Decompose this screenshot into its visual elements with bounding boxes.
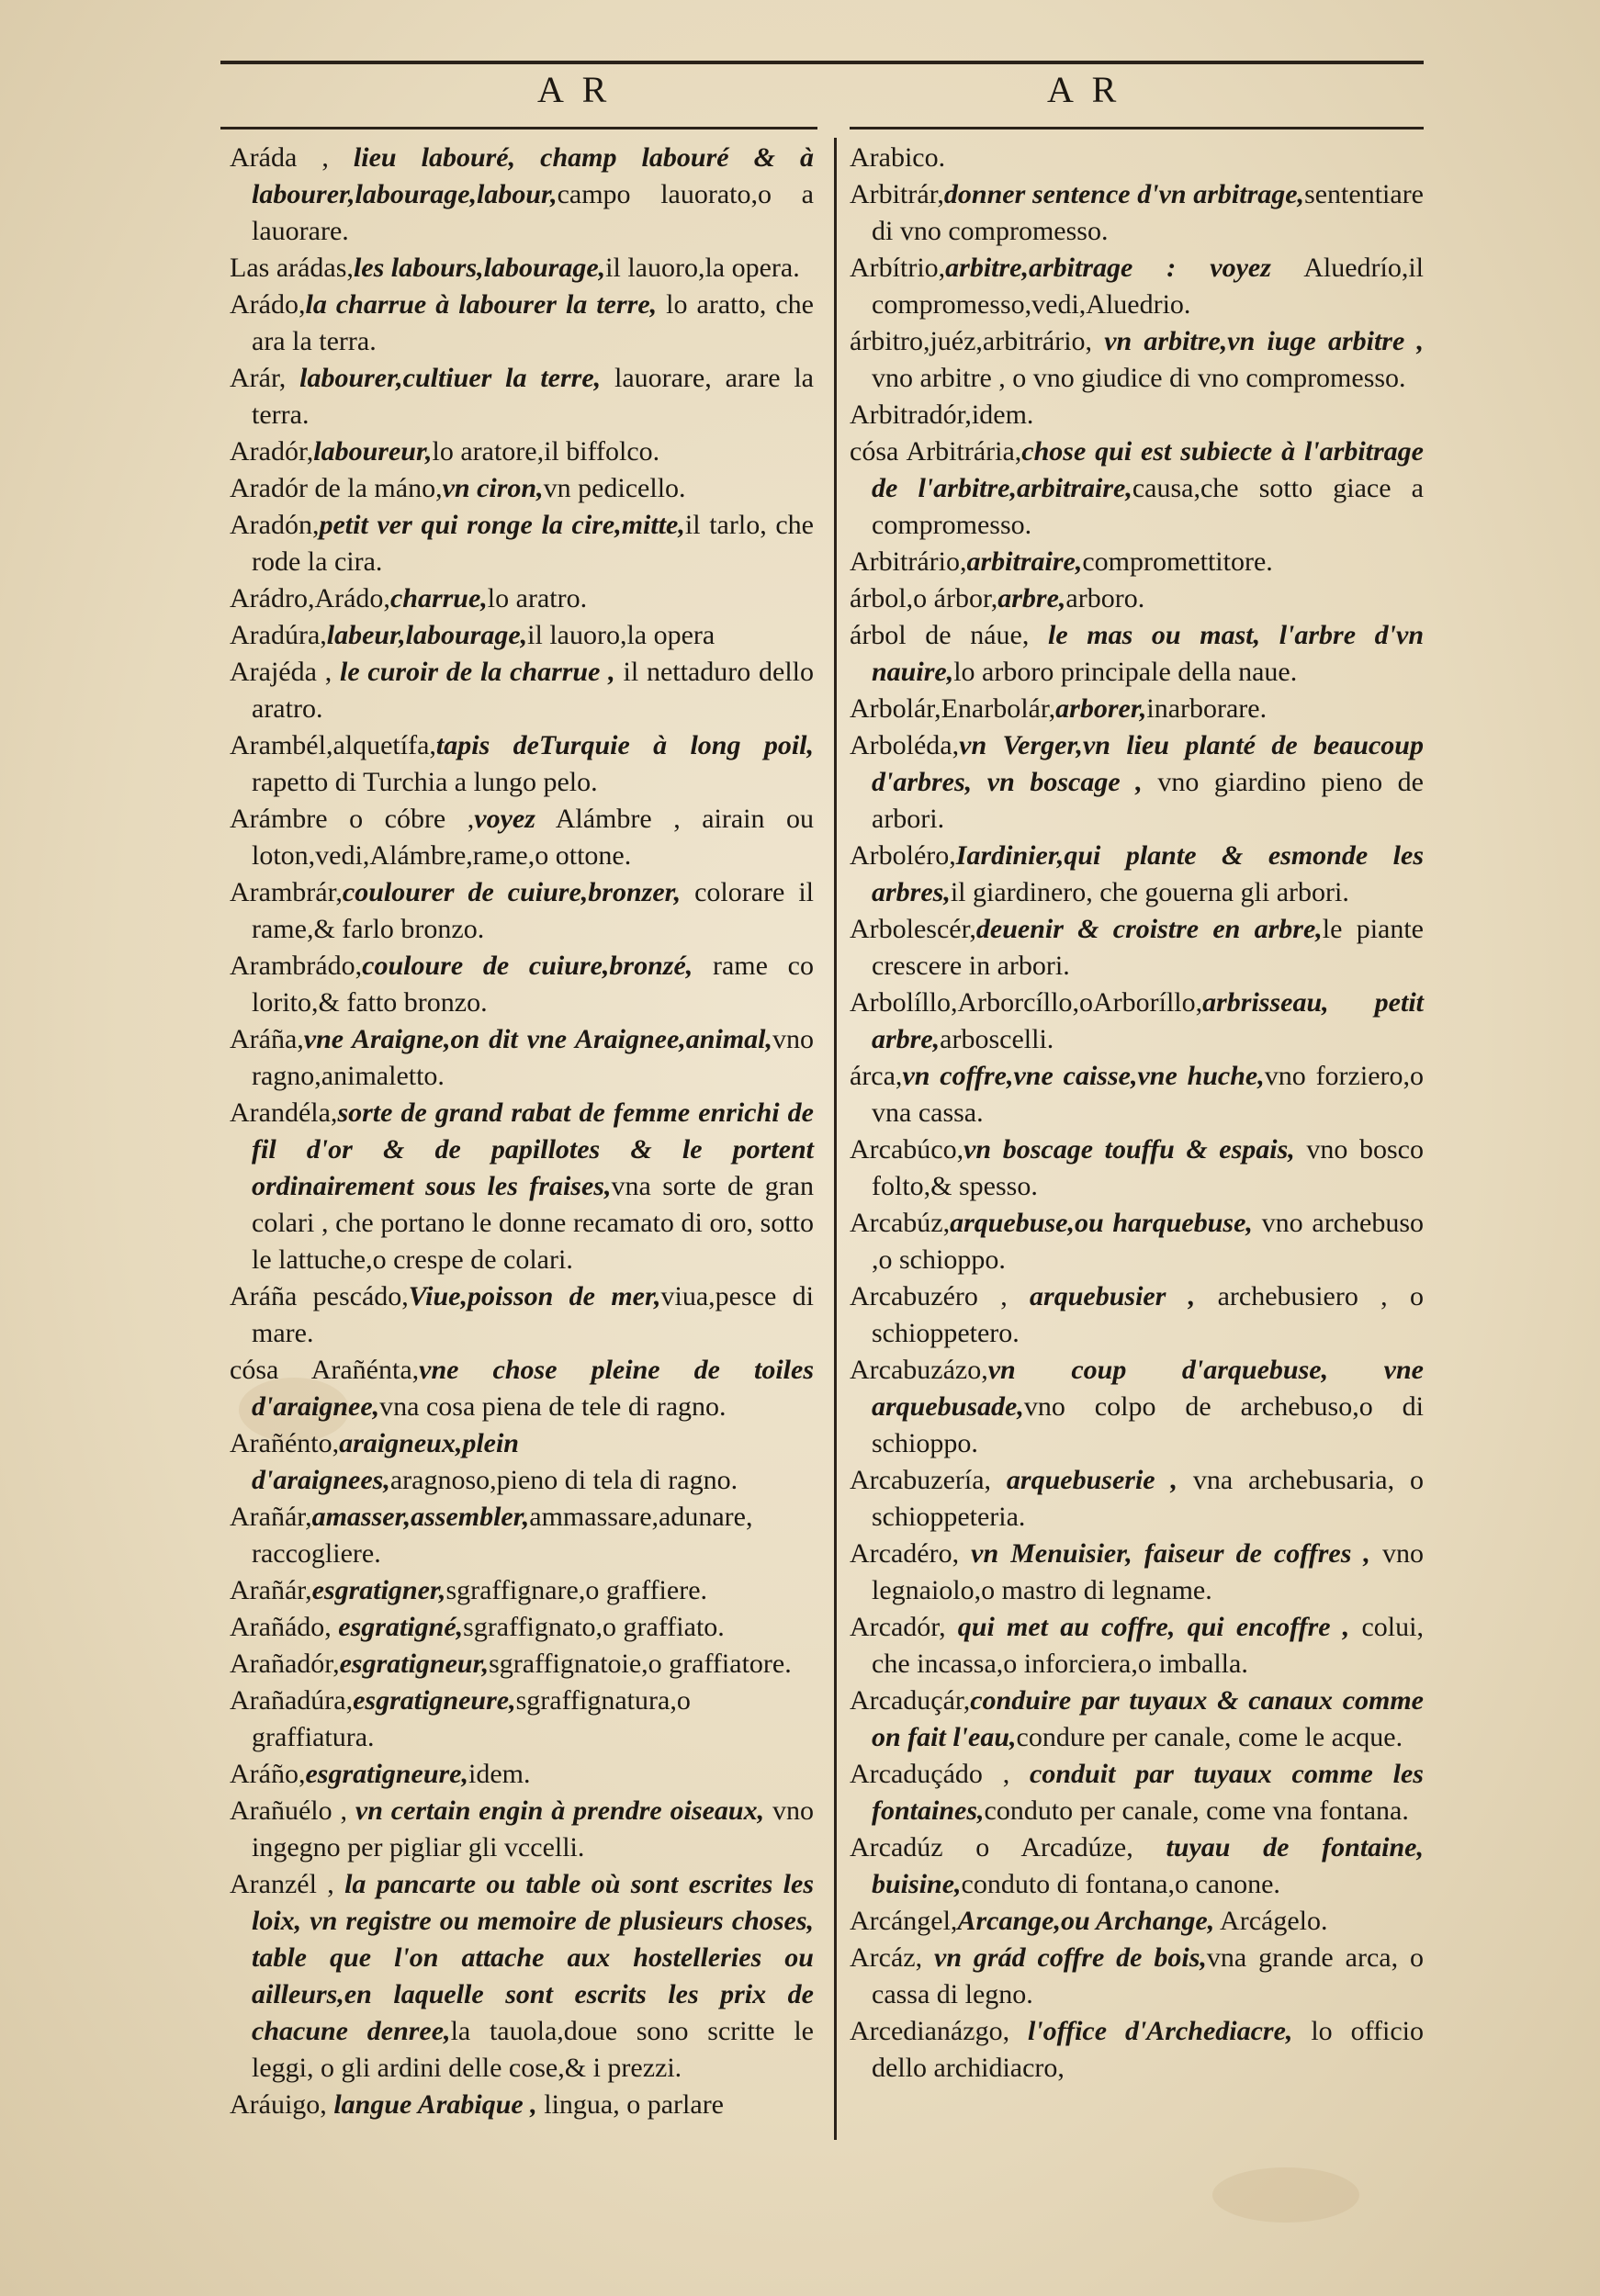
headword: Arbítrio, <box>850 253 946 283</box>
headword: Arcadúz o Arcadúze, <box>850 1832 1133 1863</box>
running-head-right: A R <box>1047 69 1122 110</box>
dictionary-entry <box>230 801 814 874</box>
french-gloss: la charrue à labourer la terre, <box>305 289 658 320</box>
italian-gloss: idem. <box>468 1759 531 1789</box>
headword: árca, <box>850 1061 903 1091</box>
headword: Aráña pescádo, <box>230 1281 409 1311</box>
column-divider <box>834 138 837 2140</box>
dictionary-entry <box>850 1536 1424 1609</box>
italian-gloss: sgraffignato,o graffiato. <box>463 1612 725 1642</box>
french-gloss: Iardinier,qui plante & esmonde les arbres, <box>872 840 1424 907</box>
dictionary-entry <box>230 470 814 507</box>
headword: Arañuélo , <box>230 1795 347 1826</box>
french-gloss: esgratigné, <box>331 1612 464 1642</box>
headword: Aradór, <box>230 436 314 467</box>
headword: Arcabuzázo, <box>850 1355 988 1385</box>
dictionary-entry <box>850 1058 1424 1131</box>
french-gloss: conduit par tuyaux comme les fontaines, <box>872 1759 1424 1826</box>
head-rule-left <box>220 127 817 129</box>
french-gloss: laboureur, <box>313 436 433 467</box>
italian-gloss: il nettaduro dello aratro. <box>252 657 814 724</box>
italian-gloss: vno ingegno per pigliar gli vccelli. <box>252 1795 815 1863</box>
dictionary-entry <box>850 1903 1424 1940</box>
italian-gloss: vno giardino pieno de arbori. <box>872 767 1424 834</box>
headword: Las arádas, <box>230 253 354 283</box>
french-gloss: esgratigneure, <box>353 1685 516 1716</box>
italian-gloss: inarborare. <box>1146 693 1268 724</box>
italian-gloss: vn pedicello. <box>543 473 686 503</box>
headword: Arámbre o cóbre , <box>230 804 475 834</box>
italian-gloss: causa,che sotto giace a compromesso. <box>872 473 1424 540</box>
dictionary-entry <box>850 1352 1424 1462</box>
dictionary-entry <box>230 1499 814 1572</box>
italian-gloss: lo aratto, che ara la terra. <box>252 289 814 356</box>
french-gloss: vn certain engin à prendre oiseaux, <box>347 1795 765 1826</box>
italian-gloss: vna cosa piena de tele di ragno. <box>379 1391 727 1422</box>
headword: Arcadór, <box>850 1612 946 1642</box>
italian-gloss: vna grande arca, o cassa di legno. <box>872 1942 1425 2009</box>
dictionary-entry <box>850 1278 1424 1352</box>
french-gloss: arborer, <box>1055 693 1147 724</box>
headword: Arcaduçár, <box>850 1685 971 1716</box>
french-gloss: vne chose pleine de toiles d'araignee, <box>252 1355 814 1422</box>
headword: Aráña, <box>230 1024 304 1054</box>
italian-gloss: archebusiero , o schioppetero. <box>872 1281 1424 1348</box>
dictionary-entry <box>230 948 814 1021</box>
italian-gloss: il giardinero, che gouerna gli arbori. <box>950 877 1349 907</box>
italian-gloss: conduto di fontana,o canone. <box>961 1869 1280 1899</box>
dictionary-entry <box>850 1940 1424 2013</box>
french-gloss: lieu labouré, champ labouré & à labourer,labourage,labour, <box>252 142 814 209</box>
italian-gloss: vno arbitre , o vno giudice di vno compromesso. <box>872 363 1406 393</box>
dictionary-entry <box>850 580 1424 617</box>
french-gloss: les labours,labourage, <box>353 253 606 283</box>
dictionary-entry <box>230 1021 814 1095</box>
left-column <box>230 140 814 2123</box>
french-gloss: labourer,cultiuer la terre, <box>286 363 602 393</box>
headword: Arañár, <box>230 1575 312 1605</box>
french-gloss: arquebuse,ou harquebuse, <box>950 1208 1253 1238</box>
headword: Arbolíllo,Arborcíllo,oArboríllo, <box>850 987 1203 1018</box>
italian-gloss: colorare il rame,& farlo bronzo. <box>252 877 814 944</box>
italian-gloss: vno colpo de archebuso,o di schioppo. <box>872 1391 1424 1458</box>
dictionary-entry <box>230 1756 814 1793</box>
french-gloss: l'office d'Archediacre, <box>1009 2016 1293 2046</box>
dictionary-entry <box>850 1131 1424 1205</box>
french-gloss: vn coffre,vne caisse,vne huche, <box>902 1061 1265 1091</box>
french-gloss: petit ver qui ronge la cire,mitte, <box>319 510 685 540</box>
french-gloss: tapis deTurquie à long poil, <box>435 730 814 760</box>
dictionary-entry <box>230 360 814 433</box>
dictionary-entry <box>850 323 1424 397</box>
italian-gloss: condure per canale, come le acque. <box>1016 1722 1403 1752</box>
italian-gloss: sgraffignare,o graffiere. <box>445 1575 708 1605</box>
french-gloss: donner sentence d'vn arbitrage, <box>943 179 1305 209</box>
headword: cósa Arbitrária, <box>850 436 1022 467</box>
headword: Arbitradór, <box>850 400 972 430</box>
french-gloss: esgratigneur, <box>339 1649 490 1679</box>
italian-gloss: lo aratore,il biffolco. <box>432 436 660 467</box>
dictionary-entry <box>850 1829 1424 1903</box>
dictionary-entry <box>850 140 1424 176</box>
italian-gloss: lingua, o parlare <box>536 2089 724 2120</box>
italian-gloss: vna sorte de gran colari , che portano le donne recamato di oro, sotto le lattuche,o crespe de colari. <box>252 1171 814 1275</box>
italian-gloss: colui, che incassa,o inforciera,o imballa. <box>872 1612 1424 1679</box>
dictionary-entry <box>230 617 814 654</box>
dictionary-entry <box>850 1756 1424 1829</box>
french-gloss: esgratigneure, <box>305 1759 468 1789</box>
italian-gloss: sgraffignatoie,o graffiatore. <box>489 1649 792 1679</box>
french-gloss: vn Verger,vn lieu planté de beaucoup d'arbres, vn boscage , <box>872 730 1424 797</box>
dictionary-entry <box>230 580 814 617</box>
italian-gloss: lo aratro. <box>487 583 588 613</box>
french-gloss: langue Arabique , <box>326 2089 537 2120</box>
french-gloss: arbitraire, <box>966 546 1083 577</box>
headword: Arcabuzería, <box>850 1465 992 1495</box>
italian-gloss: sgraffignatura,o graffiatura. <box>252 1685 691 1752</box>
italian-gloss: Aluedrío,il compromesso,vedi,Aluedrio. <box>872 253 1424 320</box>
dictionary-entry <box>230 874 814 948</box>
dictionary-entry <box>850 2013 1424 2087</box>
italian-gloss: le piante crescere in arbori. <box>872 914 1424 981</box>
dictionary-entry <box>850 1205 1424 1278</box>
french-gloss: vn arbitre,vn iuge arbitre , <box>1092 326 1424 356</box>
french-gloss: coulourer de cuiure,bronzer, <box>342 877 682 907</box>
dictionary-entry <box>850 1683 1424 1756</box>
french-gloss: Viue,poisson de mer, <box>408 1281 661 1311</box>
french-gloss: arquebuserie , <box>991 1465 1177 1495</box>
headword: Arambrár, <box>230 877 343 907</box>
dictionary-entry <box>230 1646 814 1683</box>
french-gloss: amasser,assembler, <box>311 1502 530 1532</box>
dictionary-entry <box>230 507 814 580</box>
dictionary-entry <box>850 691 1424 727</box>
headword: Arajéda , <box>230 657 332 687</box>
french-gloss: esgratigner, <box>311 1575 446 1605</box>
dictionary-entry <box>850 1462 1424 1536</box>
dictionary-entry <box>230 140 814 250</box>
headword: Arambrádo, <box>230 951 363 981</box>
french-gloss: qui met au coffre, qui encoffre , <box>945 1612 1350 1642</box>
french-gloss: arbrisseau, petit arbre, <box>872 987 1424 1054</box>
headword: árbitro,juéz,arbitrário, <box>850 326 1093 356</box>
headword: Aradór de la máno, <box>230 473 443 503</box>
italian-gloss: vno legnaiolo,o mastro di legname. <box>872 1538 1425 1605</box>
italian-gloss: viua,pesce di mare. <box>252 1281 814 1348</box>
italian-gloss: il lauoro,la opera. <box>605 253 800 283</box>
french-gloss: vn boscage touffu & espais, <box>963 1134 1295 1165</box>
headword: Arcaduçádo , <box>850 1759 1010 1789</box>
italian-gloss: Arabico. <box>850 142 946 173</box>
italian-gloss: vno forziero,o vna cassa. <box>872 1061 1424 1128</box>
french-gloss: couloure de cuiure,bronzé, <box>362 951 693 981</box>
french-gloss: vn ciron, <box>442 473 544 503</box>
headword: Aráda , <box>230 142 329 173</box>
top-rule <box>220 61 1424 64</box>
headword: Arár, <box>230 363 287 393</box>
dictionary-entry <box>230 1866 814 2087</box>
headword: Arañadúra, <box>230 1685 354 1716</box>
dictionary-entry <box>850 985 1424 1058</box>
french-gloss: vn Menuisier, faiseur de coffres , <box>959 1538 1370 1569</box>
italian-gloss: arboscelli. <box>940 1024 1054 1054</box>
dictionary-entry <box>230 1278 814 1352</box>
italian-gloss: Arcágelo. <box>1214 1906 1328 1936</box>
italian-gloss: campo lauorato,o a lauorare. <box>252 179 814 246</box>
italian-gloss: compromettitore. <box>1082 546 1273 577</box>
italian-gloss: il lauoro,la opera <box>527 620 715 650</box>
dictionary-entry <box>230 1609 814 1646</box>
dictionary-entry <box>230 287 814 360</box>
french-gloss: sorte de grand rabat de femme enrichi de fil d'or & de papillotes & le portent ordinairement sous les fraises, <box>252 1097 814 1201</box>
headword: Arbolescér, <box>850 914 976 944</box>
headword: Arcáz, <box>850 1942 923 1973</box>
italian-gloss: arboro. <box>1065 583 1145 613</box>
italian-gloss: rame co lorito,& fatto bronzo. <box>252 951 814 1018</box>
headword: Arcabúco, <box>850 1134 964 1165</box>
headword: Arbolár,Enarbolár, <box>850 693 1056 724</box>
dictionary-entry <box>230 2087 814 2123</box>
head-rule-right <box>850 127 1424 129</box>
french-gloss: arbitre,arbitrage : voyez <box>945 253 1271 283</box>
italian-gloss: conduto per canale, come vna fontana. <box>984 1795 1409 1826</box>
dictionary-entry <box>230 1095 814 1278</box>
headword: Arcabuzéro , <box>850 1281 1008 1311</box>
french-gloss: vn coup d'arquebuse, vne arquebusade, <box>872 1355 1424 1422</box>
italian-gloss: idem. <box>971 400 1034 430</box>
headword: Arañádo, <box>230 1612 332 1642</box>
dictionary-entry <box>850 1609 1424 1683</box>
headword: Arcabúz, <box>850 1208 951 1238</box>
headword: Arboléda, <box>850 730 960 760</box>
headword: árbol,o árbor, <box>850 583 998 613</box>
italian-gloss: rapetto di Turchia a lungo pelo. <box>252 767 598 797</box>
italian-gloss: vna archebusaria, o schioppeteria. <box>872 1465 1424 1532</box>
headword: Arádro,Arádo, <box>230 583 390 613</box>
dictionary-entry <box>230 1352 814 1425</box>
french-gloss: arbre, <box>997 583 1066 613</box>
dictionary-entry <box>230 250 814 287</box>
french-gloss: tuyau de fontaine, buisine, <box>872 1832 1424 1899</box>
dictionary-entry <box>850 250 1424 323</box>
headword: Aráño, <box>230 1759 306 1789</box>
headword: Arcadéro, <box>850 1538 960 1569</box>
dictionary-entry <box>230 1683 814 1756</box>
italian-gloss: il tarlo, che rode la cira. <box>252 510 815 577</box>
french-gloss: voyez <box>474 804 535 834</box>
italian-gloss: vno ragno,animaletto. <box>252 1024 814 1091</box>
french-gloss: conduire par tuyaux & canaux comme on fait l'eau, <box>872 1685 1424 1752</box>
headword: cósa Arañénta, <box>230 1355 420 1385</box>
french-gloss: chose qui est subiecte à l'arbitrage de l'arbitre,arbitraire, <box>872 436 1424 503</box>
french-gloss: vne Araigne,on dit vne Araignee,animal, <box>303 1024 772 1054</box>
dictionary-entry <box>850 617 1424 691</box>
italian-gloss: lo arboro principale della naue. <box>953 657 1298 687</box>
headword: Arcedianázgo, <box>850 2016 1010 2046</box>
dictionary-entry <box>850 838 1424 911</box>
headword: Arboléro, <box>850 840 956 871</box>
headword: Arbitrár, <box>850 179 944 209</box>
french-gloss: arquebusier , <box>1007 1281 1196 1311</box>
italian-gloss: sententiare di vno compromesso. <box>872 179 1424 246</box>
french-gloss: vn grád coffre de bois, <box>922 1942 1207 1973</box>
headword: Arádo, <box>230 289 306 320</box>
french-gloss: le curoir de la charrue , <box>332 657 615 687</box>
dictionary-entry <box>230 1425 814 1499</box>
dictionary-entry <box>850 397 1424 433</box>
french-gloss: charrue, <box>389 583 488 613</box>
italian-gloss: ammassare,adunare, raccogliere. <box>252 1502 753 1569</box>
headword: Aradúra, <box>230 620 327 650</box>
page-stain <box>1212 2167 1359 2223</box>
dictionary-entry <box>230 1572 814 1609</box>
italian-gloss: Alámbre , airain ou loton,vedi,Alámbre,rame,o ottone. <box>252 804 815 871</box>
dictionary-entry <box>850 544 1424 580</box>
headword: Aranzél , <box>230 1869 334 1899</box>
dictionary-entry <box>230 727 814 801</box>
headword: Aráuigo, <box>230 2089 327 2120</box>
headword: Arañénto, <box>230 1428 340 1458</box>
dictionary-entry <box>850 911 1424 985</box>
headword: árbol de náue, <box>850 620 1030 650</box>
headword: Arambél,alquetífa, <box>230 730 436 760</box>
french-gloss: le mas ou mast, l'arbre d'vn nauire, <box>872 620 1425 687</box>
italian-gloss: vno archebuso ,o schioppo. <box>872 1208 1424 1275</box>
french-gloss: Arcange,ou Archange, <box>957 1906 1215 1936</box>
italian-gloss: aragnoso,pieno di tela di ragno. <box>389 1465 738 1495</box>
running-head-left: A R <box>537 69 613 110</box>
dictionary-entry <box>230 433 814 470</box>
right-column <box>850 140 1424 2087</box>
dictionary-entry <box>850 176 1424 250</box>
headword: Arandéla, <box>230 1097 338 1128</box>
french-gloss: labeur,labourage, <box>326 620 528 650</box>
dictionary-entry <box>230 1793 814 1866</box>
dictionary-entry <box>850 727 1424 838</box>
french-gloss: araigneux,plein d'araignees, <box>252 1428 519 1495</box>
headword: Arañár, <box>230 1502 312 1532</box>
french-gloss: la pancarte ou table où sont escrites les loix, vn registre ou memoire de plusieurs choses, table que l'on attache aux hostelleries ou ailleurs,en laquelle sont escrits les prix de chacune denree, <box>252 1869 814 2046</box>
headword: Arañadór, <box>230 1649 340 1679</box>
headword: Aradón, <box>230 510 320 540</box>
italian-gloss: lo officio dello archidiacro, <box>872 2016 1424 2083</box>
italian-gloss: lauorare, arare la terra. <box>252 363 814 430</box>
headword: Arbitrário, <box>850 546 967 577</box>
headword: Arcángel, <box>850 1906 958 1936</box>
italian-gloss: la tauola,doue sono scritte le leggi, o gli ardini delle cose,& i prezzi. <box>252 2016 814 2083</box>
dictionary-entry <box>230 654 814 727</box>
italian-gloss: vno bosco folto,& spesso. <box>872 1134 1424 1201</box>
dictionary-entry <box>850 433 1424 544</box>
french-gloss: deuenir & croistre en arbre, <box>975 914 1323 944</box>
